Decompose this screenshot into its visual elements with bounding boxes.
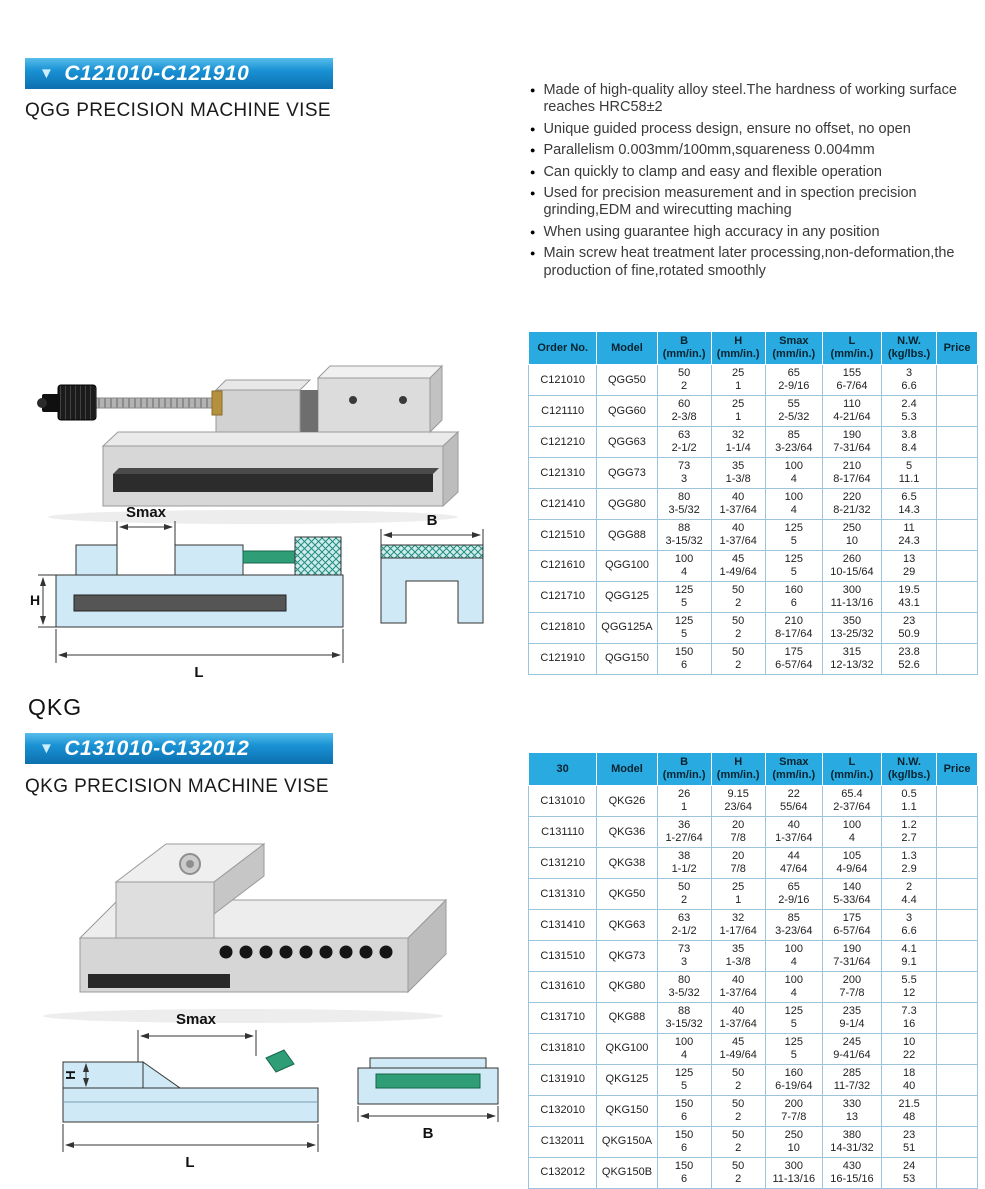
column-header: Smax (mm/in.) xyxy=(765,332,822,365)
table-cell: 50 2 xyxy=(711,1157,765,1188)
bullet-icon: ● xyxy=(530,123,536,134)
table-cell: 5.5 12 xyxy=(882,972,937,1003)
table-cell xyxy=(937,1157,978,1188)
smax-label-qgg: Smax xyxy=(125,504,167,521)
table-cell: 160 6-19/64 xyxy=(765,1064,822,1095)
table-cell: 50 2 xyxy=(711,1095,765,1126)
table-cell: 100 4 xyxy=(765,458,822,489)
column-header: 30 xyxy=(529,753,597,786)
table-cell: 21.5 48 xyxy=(882,1095,937,1126)
table-cell: QGG80 xyxy=(597,489,657,520)
smax-label-qkg: Smax xyxy=(175,1011,217,1028)
table-cell xyxy=(937,643,978,674)
table-cell xyxy=(937,458,978,489)
table-cell: 285 11-7/32 xyxy=(822,1064,881,1095)
table-row xyxy=(529,1095,978,1126)
table-cell: 7.3 16 xyxy=(882,1002,937,1033)
table-cell: 125 5 xyxy=(657,1064,711,1095)
table-cell xyxy=(937,879,978,910)
table-cell: C131710 xyxy=(529,1002,597,1033)
column-header: H (mm/in.) xyxy=(711,332,765,365)
table-cell: C131010 xyxy=(529,786,597,817)
table-row xyxy=(529,612,978,643)
table-cell: 100 4 xyxy=(822,817,881,848)
table-cell: 40 1-37/64 xyxy=(711,972,765,1003)
table-cell: C131510 xyxy=(529,941,597,972)
table-row xyxy=(529,427,978,458)
bullet-icon: ● xyxy=(530,187,536,198)
column-header: B (mm/in.) xyxy=(657,332,711,365)
table-cell: C121210 xyxy=(529,427,597,458)
table-cell: 125 5 xyxy=(765,1033,822,1064)
table-cell xyxy=(937,848,978,879)
table-cell: QGG73 xyxy=(597,458,657,489)
table-cell: C132010 xyxy=(529,1095,597,1126)
table-cell: C121910 xyxy=(529,643,597,674)
column-header: H (mm/in.) xyxy=(711,753,765,786)
table-cell: 315 12-13/32 xyxy=(822,643,881,674)
table-cell: 22 55/64 xyxy=(765,786,822,817)
table-cell: 300 11-13/16 xyxy=(765,1157,822,1188)
table-cell: QKG150 xyxy=(597,1095,657,1126)
table-cell: C121810 xyxy=(529,612,597,643)
table-cell: 3 6.6 xyxy=(882,910,937,941)
feature-item xyxy=(530,164,982,181)
section-banner-qgg xyxy=(25,58,333,89)
table-cell: C121310 xyxy=(529,458,597,489)
table-cell: C121610 xyxy=(529,551,597,582)
table-cell: 73 3 xyxy=(657,941,711,972)
table-cell: 2 4.4 xyxy=(882,879,937,910)
qkg-dimension-drawing xyxy=(28,1010,513,1175)
table-cell: 200 7-7/8 xyxy=(765,1095,822,1126)
table-cell xyxy=(937,365,978,396)
table-cell: QKG63 xyxy=(597,910,657,941)
table-cell: 88 3-15/32 xyxy=(657,520,711,551)
table-cell: 73 3 xyxy=(657,458,711,489)
table-cell: 220 8-21/32 xyxy=(822,489,881,520)
table-row xyxy=(529,551,978,582)
table-cell: 175 6-57/64 xyxy=(822,910,881,941)
table-row xyxy=(529,520,978,551)
column-header: N.W. (kg/lbs.) xyxy=(882,753,937,786)
table-cell: C131410 xyxy=(529,910,597,941)
table-row xyxy=(529,1064,978,1095)
table-cell: QKG80 xyxy=(597,972,657,1003)
table-cell: 35 1-3/8 xyxy=(711,458,765,489)
table-cell: 10 22 xyxy=(882,1033,937,1064)
table-cell: 60 2-3/8 xyxy=(657,396,711,427)
table-cell: 260 10-15/64 xyxy=(822,551,881,582)
table-cell xyxy=(937,612,978,643)
table-cell: 11 24.3 xyxy=(882,520,937,551)
table-cell: 200 7-7/8 xyxy=(822,972,881,1003)
l-label-qkg: L xyxy=(185,1154,195,1171)
feature-text: Used for precision measurement and in spection precision grinding,EDM and wirecutting maching xyxy=(543,184,917,219)
table-cell: 65 2-9/16 xyxy=(765,365,822,396)
table-cell: C131910 xyxy=(529,1064,597,1095)
table-cell: 50 2 xyxy=(711,581,765,612)
column-header: Price xyxy=(937,332,978,365)
table-cell xyxy=(937,1064,978,1095)
table-cell: QGG63 xyxy=(597,427,657,458)
table-cell xyxy=(937,551,978,582)
table-cell: 150 6 xyxy=(657,643,711,674)
section-subtitle-qgg: QGG PRECISION MACHINE VISE xyxy=(25,100,332,121)
table-row xyxy=(529,786,978,817)
dimension-diagram-qgg xyxy=(28,503,493,691)
table-cell: 100 4 xyxy=(765,489,822,520)
feature-item xyxy=(530,142,982,159)
table-row xyxy=(529,365,978,396)
b-label-qgg: B xyxy=(426,512,438,529)
table-cell xyxy=(937,427,978,458)
table-row xyxy=(529,1002,978,1033)
table-cell: QKG38 xyxy=(597,848,657,879)
table-cell: 2.4 5.3 xyxy=(882,396,937,427)
table-cell xyxy=(937,786,978,817)
table-cell: 105 4-9/64 xyxy=(822,848,881,879)
column-header: Model xyxy=(597,753,657,786)
bullet-icon: ● xyxy=(530,145,536,156)
table-cell: 23 50.9 xyxy=(882,612,937,643)
table-cell: 65.4 2-37/64 xyxy=(822,786,881,817)
table-row xyxy=(529,1126,978,1157)
table-cell: 330 13 xyxy=(822,1095,881,1126)
table-cell: 100 4 xyxy=(765,972,822,1003)
table-cell: C132012 xyxy=(529,1157,597,1188)
table-cell: QGG125 xyxy=(597,581,657,612)
table-cell: 63 2-1/2 xyxy=(657,427,711,458)
column-header: Smax (mm/in.) xyxy=(765,753,822,786)
table-cell: 190 7-31/64 xyxy=(822,941,881,972)
column-header: Price xyxy=(937,753,978,786)
table-row xyxy=(529,1033,978,1064)
table-cell: 23.8 52.6 xyxy=(882,643,937,674)
table-cell: 55 2-5/32 xyxy=(765,396,822,427)
bullet-icon: ● xyxy=(530,85,536,95)
table-cell: C121710 xyxy=(529,581,597,612)
table-cell: 40 1-37/64 xyxy=(711,1002,765,1033)
banner-range-label-qkg: C131010-C132012 xyxy=(64,736,250,760)
column-header: Order No. xyxy=(529,332,597,365)
table-cell xyxy=(937,581,978,612)
table-cell: QKG26 xyxy=(597,786,657,817)
table-cell: 100 4 xyxy=(657,551,711,582)
column-header: N.W. (kg/lbs.) xyxy=(882,332,937,365)
table-cell: 300 11-13/16 xyxy=(822,581,881,612)
feature-text: Main screw heat treatment later processing,non-deformation,the production of fine,rotated smoothly xyxy=(543,245,955,279)
feature-item xyxy=(530,224,982,241)
table-cell xyxy=(937,972,978,1003)
table-cell: 4.1 9.1 xyxy=(882,941,937,972)
table-cell: 110 4-21/64 xyxy=(822,396,881,427)
table-cell: 50 2 xyxy=(711,612,765,643)
table-cell: 155 6-7/64 xyxy=(822,365,881,396)
table-cell: QKG100 xyxy=(597,1033,657,1064)
table-cell: C121410 xyxy=(529,489,597,520)
table-row xyxy=(529,910,978,941)
qgg-spec-table xyxy=(528,331,978,675)
qgg-dimension-drawing xyxy=(28,503,493,691)
table-row xyxy=(529,489,978,520)
table-cell xyxy=(937,489,978,520)
product-photo-qgg xyxy=(18,328,473,528)
table-header-row xyxy=(529,332,978,365)
table-row xyxy=(529,396,978,427)
table-cell xyxy=(937,396,978,427)
table-cell: 150 6 xyxy=(657,1126,711,1157)
qkg-spec-table xyxy=(528,752,978,1189)
table-cell: 210 8-17/64 xyxy=(822,458,881,489)
feature-list xyxy=(530,82,982,284)
table-cell: 40 1-37/64 xyxy=(711,489,765,520)
table-cell: 160 6 xyxy=(765,581,822,612)
table-cell: QKG50 xyxy=(597,879,657,910)
table-cell: C131210 xyxy=(529,848,597,879)
table-cell: 125 5 xyxy=(765,520,822,551)
table-row xyxy=(529,941,978,972)
column-header: L (mm/in.) xyxy=(822,332,881,365)
table-cell xyxy=(937,941,978,972)
table-cell: C131110 xyxy=(529,817,597,848)
table-cell: 63 2-1/2 xyxy=(657,910,711,941)
triangle-icon: ▼ xyxy=(39,740,55,757)
table-cell: 1.2 2.7 xyxy=(882,817,937,848)
table-cell: 65 2-9/16 xyxy=(765,879,822,910)
table-cell: C121010 xyxy=(529,365,597,396)
table-cell: 235 9-1/4 xyxy=(822,1002,881,1033)
table-cell xyxy=(937,1126,978,1157)
table-cell: 50 2 xyxy=(711,1126,765,1157)
product-photo-qkg xyxy=(18,806,473,1028)
table-cell: 50 2 xyxy=(657,879,711,910)
table-cell: 150 6 xyxy=(657,1157,711,1188)
triangle-icon: ▼ xyxy=(39,65,55,82)
table-cell: QKG150A xyxy=(597,1126,657,1157)
table-cell: QKG73 xyxy=(597,941,657,972)
table-cell: QGG100 xyxy=(597,551,657,582)
table-row xyxy=(529,879,978,910)
feature-item xyxy=(530,185,982,220)
table-row xyxy=(529,817,978,848)
column-header: Model xyxy=(597,332,657,365)
table-cell: 18 40 xyxy=(882,1064,937,1095)
feature-text: When using guarantee high accuracy in any position xyxy=(543,223,880,240)
table-cell: 32 1-1/4 xyxy=(711,427,765,458)
feature-item xyxy=(530,82,982,117)
qkg-heading: QKG xyxy=(28,694,83,720)
feature-text: Unique guided process design, ensure no offset, no open xyxy=(543,120,911,137)
table-cell xyxy=(937,1095,978,1126)
table-cell: 125 5 xyxy=(765,551,822,582)
feature-text: Made of high-quality alloy steel.The hardness of working surface reaches HRC58±2 xyxy=(543,82,957,116)
table-cell xyxy=(937,910,978,941)
table-cell: QKG88 xyxy=(597,1002,657,1033)
table-cell: 100 4 xyxy=(657,1033,711,1064)
table-cell: 3.8 8.4 xyxy=(882,427,937,458)
table-cell: C121110 xyxy=(529,396,597,427)
table-header-row xyxy=(529,753,978,786)
table-cell: 6.5 14.3 xyxy=(882,489,937,520)
table-cell: 140 5-33/64 xyxy=(822,879,881,910)
column-header: B (mm/in.) xyxy=(657,753,711,786)
table-cell: 0.5 1.1 xyxy=(882,786,937,817)
table-cell: 20 7/8 xyxy=(711,817,765,848)
table-cell: 19.5 43.1 xyxy=(882,581,937,612)
table-cell: C121510 xyxy=(529,520,597,551)
table-row xyxy=(529,1157,978,1188)
table-row xyxy=(529,581,978,612)
table-cell: 80 3-5/32 xyxy=(657,972,711,1003)
table-row xyxy=(529,972,978,1003)
b-label-qkg: B xyxy=(422,1125,434,1142)
table-cell: 9.15 23/64 xyxy=(711,786,765,817)
table-row xyxy=(529,458,978,489)
table-cell: C131610 xyxy=(529,972,597,1003)
table-cell: 32 1-17/64 xyxy=(711,910,765,941)
table-cell: C131810 xyxy=(529,1033,597,1064)
table-cell: QKG36 xyxy=(597,817,657,848)
table-cell: 25 1 xyxy=(711,879,765,910)
table-cell: 50 2 xyxy=(711,643,765,674)
section-banner-qkg xyxy=(25,733,333,764)
table-cell xyxy=(937,817,978,848)
table-cell: 210 8-17/64 xyxy=(765,612,822,643)
feature-text: Parallelism 0.003mm/100mm,squareness 0.004mm xyxy=(543,142,875,159)
bullet-icon: ● xyxy=(530,226,536,237)
table-cell: 20 7/8 xyxy=(711,848,765,879)
table-cell: 380 14-31/32 xyxy=(822,1126,881,1157)
dimension-diagram-qkg xyxy=(28,1010,513,1175)
table-cell: 35 1-3/8 xyxy=(711,941,765,972)
feature-item xyxy=(530,245,982,280)
table-cell: 50 2 xyxy=(657,365,711,396)
table-cell: 25 1 xyxy=(711,396,765,427)
table-cell: 85 3-23/64 xyxy=(765,910,822,941)
table-cell: 5 11.1 xyxy=(882,458,937,489)
table-cell: 40 1-37/64 xyxy=(765,817,822,848)
table-cell: 36 1-27/64 xyxy=(657,817,711,848)
table-cell: QGG88 xyxy=(597,520,657,551)
qgg-vise-illustration xyxy=(18,328,473,528)
table-cell: 13 29 xyxy=(882,551,937,582)
table-cell: 250 10 xyxy=(822,520,881,551)
table-cell xyxy=(937,1033,978,1064)
table-cell: QGG150 xyxy=(597,643,657,674)
table-cell: QGG60 xyxy=(597,396,657,427)
table-cell: 40 1-37/64 xyxy=(711,520,765,551)
table-cell: 24 53 xyxy=(882,1157,937,1188)
table-cell: 23 51 xyxy=(882,1126,937,1157)
feature-item xyxy=(530,121,982,138)
table-cell: QGG50 xyxy=(597,365,657,396)
table-row xyxy=(529,848,978,879)
column-header: L (mm/in.) xyxy=(822,753,881,786)
table-cell: 44 47/64 xyxy=(765,848,822,879)
table-cell: 150 6 xyxy=(657,1095,711,1126)
table-cell: 175 6-57/64 xyxy=(765,643,822,674)
table-cell: 125 5 xyxy=(765,1002,822,1033)
table-cell: QKG125 xyxy=(597,1064,657,1095)
l-label-qgg: L xyxy=(194,664,204,681)
table-cell: 25 1 xyxy=(711,365,765,396)
table-cell: QKG150B xyxy=(597,1157,657,1188)
feature-text: Can quickly to clamp and easy and flexible operation xyxy=(543,163,882,180)
table-row xyxy=(529,643,978,674)
h-label-qgg: H xyxy=(30,592,41,608)
table-cell: 430 16-15/16 xyxy=(822,1157,881,1188)
table-cell: 190 7-31/64 xyxy=(822,427,881,458)
h-label-qkg: H xyxy=(63,1070,78,1080)
table-cell: C131310 xyxy=(529,879,597,910)
banner-range-label-qgg: C121010-C121910 xyxy=(64,61,250,85)
table-cell: 125 5 xyxy=(657,612,711,643)
table-cell: 3 6.6 xyxy=(882,365,937,396)
table-cell: QGG125A xyxy=(597,612,657,643)
table-cell: 245 9-41/64 xyxy=(822,1033,881,1064)
table-cell: 125 5 xyxy=(657,581,711,612)
table-cell: 1.3 2.9 xyxy=(882,848,937,879)
qkg-vise-illustration xyxy=(18,806,473,1028)
table-cell: 50 2 xyxy=(711,1064,765,1095)
table-cell: 26 1 xyxy=(657,786,711,817)
table-cell: 45 1-49/64 xyxy=(711,1033,765,1064)
table-cell: C132011 xyxy=(529,1126,597,1157)
table-cell: 350 13-25/32 xyxy=(822,612,881,643)
table-cell xyxy=(937,520,978,551)
table-cell xyxy=(937,1002,978,1033)
bullet-icon: ● xyxy=(530,248,536,259)
table-cell: 80 3-5/32 xyxy=(657,489,711,520)
table-cell: 85 3-23/64 xyxy=(765,427,822,458)
table-cell: 100 4 xyxy=(765,941,822,972)
section-subtitle-qkg: QKG PRECISION MACHINE VISE xyxy=(25,776,329,797)
table-cell: 45 1-49/64 xyxy=(711,551,765,582)
table-cell: 88 3-15/32 xyxy=(657,1002,711,1033)
table-cell: 38 1-1/2 xyxy=(657,848,711,879)
bullet-icon: ● xyxy=(530,166,536,177)
table-cell: 250 10 xyxy=(765,1126,822,1157)
